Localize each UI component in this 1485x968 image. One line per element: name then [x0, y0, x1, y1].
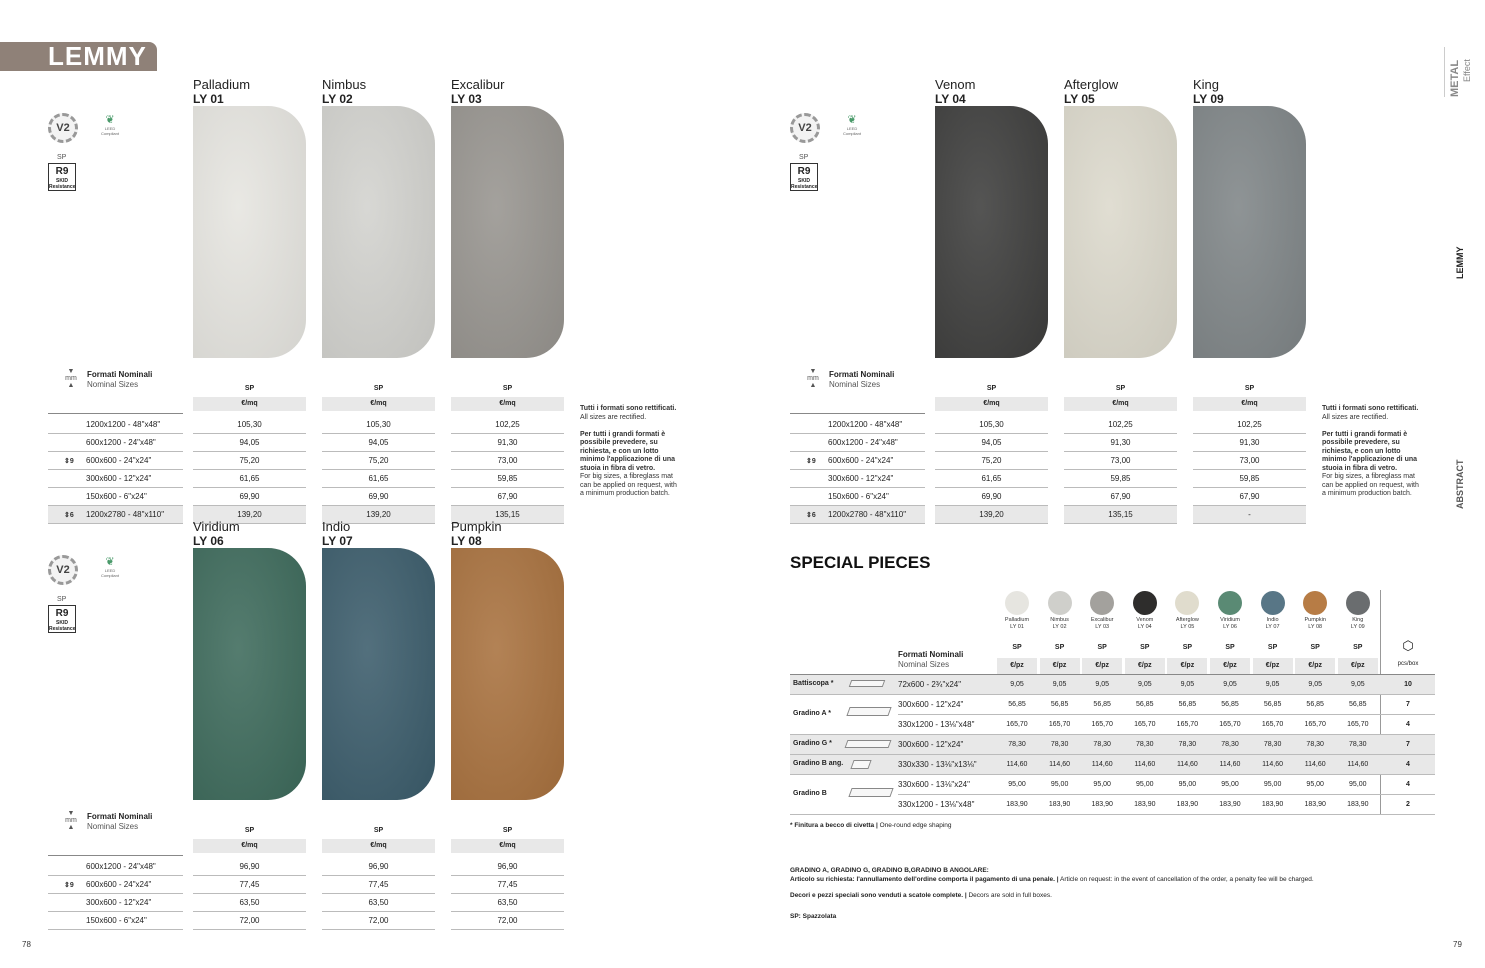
piece-size: 72x600 - 2¾"x24"	[898, 680, 962, 689]
piece-price: 78,30	[1093, 741, 1111, 748]
piece-price: 56,85	[1178, 701, 1197, 708]
size-label: 300x600 - 12"x24"	[86, 898, 152, 907]
piece-price: 114,60	[1049, 761, 1071, 768]
side-tab-abstract[interactable]: ABSTRACT	[1455, 459, 1465, 509]
formats-header: Formati Nominali Nominal Sizes	[898, 650, 964, 669]
size-label: 600x1200 - 24"x48"	[86, 862, 156, 871]
leed-icon: ❦ LEED Compliant	[100, 114, 119, 136]
color-dot	[1090, 591, 1114, 615]
piece-price: 56,85	[1349, 701, 1367, 708]
rectified-note: Tutti i formati sono rettificati. All sizes are rectified. Per tutti i grandi formati è possibile prevedere, su richiesta, e con un lotto minimo l'applicazione di una stuoia in fibra di vetro. For big sizes, a fibreglass mat can be applied on request, with a minimum production batch.	[580, 405, 677, 497]
color-dot	[1005, 591, 1029, 615]
size-label: 300x600 - 12"x24"	[86, 474, 152, 483]
price-cell: 96,90	[368, 862, 389, 871]
piece-price: 95,00	[1008, 781, 1026, 788]
v2-badge: V2	[48, 113, 78, 143]
side-tab-metal[interactable]: METAL	[1449, 59, 1461, 97]
price-cell: 94,05	[981, 438, 1002, 447]
piece-price: 78,30	[1050, 741, 1069, 748]
piece-price: 78,30	[1263, 741, 1282, 748]
col-sp: SP	[1310, 644, 1320, 651]
special-note-3: SP: Spazzolata	[790, 913, 837, 920]
leed-icon: ❦ LEED Compliant	[100, 556, 119, 578]
piece-price: 56,85	[1136, 701, 1154, 708]
col-sp: SP	[1097, 644, 1107, 651]
price-cell: 63,50	[239, 898, 260, 907]
color-dot	[1133, 591, 1157, 615]
piece-price: 114,60	[1262, 761, 1284, 768]
price-cell: 105,30	[237, 420, 262, 429]
piece-price: 95,00	[1349, 781, 1367, 788]
col-unit: €/pz	[1137, 662, 1152, 669]
price-cell: 77,45	[368, 880, 389, 889]
piece-price: 183,90	[1261, 801, 1284, 808]
row-divider	[790, 814, 1435, 815]
col-unit: €/pz	[1350, 662, 1365, 669]
page-number-right: 79	[1453, 940, 1462, 949]
box-icon: ⬡	[1402, 638, 1414, 653]
price-cell: 96,90	[239, 862, 260, 871]
col-unit: €/mq	[499, 400, 516, 407]
col-unit: €/pz	[1265, 662, 1280, 669]
mm-icon: ▼ mm ▲	[807, 368, 819, 389]
piece-price: 78,30	[1136, 741, 1154, 748]
sp-label: SP	[57, 596, 67, 603]
piece-size: 300x600 - 12"x24"	[898, 700, 964, 709]
price-cell: 69,90	[981, 492, 1002, 501]
piece-price: 78,30	[1349, 741, 1367, 748]
price-cell: 91,30	[1239, 438, 1260, 447]
price-cell: 102,25	[1237, 420, 1262, 429]
thickness-marker: ⇕6	[64, 512, 74, 519]
piece-price: 56,85	[1008, 701, 1026, 708]
pcs-divider	[1380, 590, 1381, 815]
price-cell: 61,65	[239, 474, 260, 483]
price-cell: 59,85	[1239, 474, 1260, 483]
col-unit: €/mq	[983, 400, 1000, 407]
piece-price: 9,05	[1010, 681, 1024, 688]
piece-price: 9,05	[1308, 681, 1322, 688]
row-divider	[790, 413, 925, 414]
size-label: 150x600 - 6"x24"	[828, 492, 889, 501]
col-unit: €/mq	[370, 400, 387, 407]
piece-price: 95,00	[1306, 781, 1324, 788]
piece-price: 114,60	[1006, 761, 1028, 768]
piece-price: 165,70	[1219, 721, 1241, 728]
piece-price: 95,00	[1136, 781, 1154, 788]
price-cell: 139,20	[366, 510, 391, 519]
piece-price: 9,05	[1095, 681, 1109, 688]
product-venom: Venom LY 04	[935, 78, 1048, 358]
price-cell: 63,50	[368, 898, 389, 907]
special-note-2: Decori e pezzi speciali sono venduti a scatole complete. | Decors are sold in full boxes.	[790, 892, 1052, 899]
col-sp: SP	[986, 385, 997, 392]
col-sp: SP	[244, 827, 255, 834]
price-cell: 67,90	[1110, 492, 1131, 501]
tile-swatch	[193, 548, 306, 800]
piece-price: 183,90	[1048, 801, 1071, 808]
pcs-value: 7	[1406, 701, 1410, 708]
col-sp: SP	[1054, 644, 1065, 651]
piece-price: 56,85	[1221, 701, 1239, 708]
piece-price: 95,00	[1050, 781, 1069, 788]
price-cell: 59,85	[497, 474, 518, 483]
price-cell: 91,30	[497, 438, 518, 447]
piece-price: 114,60	[1304, 761, 1326, 768]
size-label: 600x1200 - 24"x48"	[86, 438, 156, 447]
tile-swatch	[322, 548, 435, 800]
piece-price: 9,05	[1180, 681, 1195, 688]
piece-size: 330x330 - 13⅛"x13⅛"	[898, 760, 977, 769]
price-cell: 75,20	[239, 456, 260, 465]
row-divider	[48, 523, 183, 524]
piece-price: 78,30	[1221, 741, 1239, 748]
price-cell: 102,25	[1108, 420, 1133, 429]
col-sp: SP	[502, 385, 513, 392]
tile-swatch	[193, 106, 306, 358]
side-tab-lemmy[interactable]: LEMMY	[1455, 246, 1465, 279]
leed-icon: ❦ LEED Compliant	[842, 114, 861, 136]
col-sp: SP	[373, 385, 384, 392]
piece-price: 78,30	[1008, 741, 1026, 748]
special-footnote: * Finitura a becco di civetta | One-round edge shaping	[790, 822, 952, 829]
row-divider	[193, 929, 306, 930]
tile-swatch	[451, 106, 564, 358]
side-tab-divider	[1444, 47, 1445, 97]
row-divider	[48, 413, 183, 414]
piece-price: 165,70	[1261, 721, 1284, 728]
col-unit: €/pz	[1095, 662, 1109, 669]
price-cell: 69,90	[239, 492, 260, 501]
r9-skid-badge: R9 SKID Resistance	[48, 163, 76, 191]
col-sp: SP	[1244, 385, 1255, 392]
price-cell: 102,25	[495, 420, 520, 429]
color-label: Viridium LY 06	[1220, 617, 1240, 630]
price-cell: 91,30	[1110, 438, 1131, 447]
tile-swatch	[935, 106, 1048, 358]
color-label: Venom LY 04	[1136, 617, 1154, 630]
pcs-box-header: pcs/box	[1397, 661, 1419, 667]
piece-price: 165,70	[1176, 721, 1199, 728]
size-label: 600x600 - 24"x24"	[86, 880, 152, 889]
piece-price: 78,30	[1178, 741, 1197, 748]
row-divider	[48, 929, 183, 930]
size-label: 600x600 - 24"x24"	[828, 456, 894, 465]
price-cell: 135,15	[495, 510, 520, 519]
price-cell: 59,85	[1110, 474, 1131, 483]
col-sp: SP	[1012, 644, 1022, 651]
color-dot	[1048, 591, 1072, 615]
col-unit: €/pz	[1052, 662, 1067, 669]
col-unit: €/pz	[1223, 662, 1237, 669]
product-king: King LY 09	[1193, 78, 1306, 358]
size-label: 1200x1200 - 48"x48"	[828, 420, 903, 429]
piece-price: 165,70	[1006, 721, 1028, 728]
mm-icon: ▼ mm ▲	[65, 368, 77, 389]
price-cell: 72,00	[368, 916, 389, 925]
pcs-value: 4	[1406, 761, 1410, 768]
piece-price: 78,30	[1306, 741, 1324, 748]
piece-price: 165,70	[1048, 721, 1071, 728]
piece-label: Gradino G *	[793, 740, 832, 747]
price-cell: 94,05	[239, 438, 260, 447]
price-cell: 139,20	[237, 510, 262, 519]
price-cell: 75,20	[368, 456, 389, 465]
size-label: 1200x2780 - 48"x110"	[828, 510, 907, 519]
product-pumpkin: Pumpkin LY 08	[451, 520, 564, 800]
price-cell: 75,20	[981, 456, 1002, 465]
row-divider	[451, 929, 564, 930]
pcs-value: 4	[1406, 721, 1410, 728]
color-dot	[1346, 591, 1370, 615]
col-sp: SP	[1182, 644, 1193, 651]
col-unit: €/mq	[1241, 400, 1258, 407]
sp-label: SP	[57, 154, 67, 161]
piece-price: 183,90	[1006, 801, 1028, 808]
special-note-1: GRADINO A, GRADINO G, GRADINO B,GRADINO B ANGOLARE: Articolo su richiesta: l'annullamento dell'ordine comporta il pagamento di una penale. | Article on request: in the event of cancellation of the order, a penalty fee will be charged.	[790, 867, 1314, 883]
v2-badge: V2	[48, 555, 78, 585]
color-label: Afterglow LY 05	[1175, 617, 1199, 630]
price-cell: 139,20	[979, 510, 1004, 519]
size-label: 150x600 - 6"x24"	[86, 916, 147, 925]
thickness-marker: ⇕9	[64, 458, 74, 465]
price-cell: -	[1248, 510, 1251, 519]
piece-price: 56,85	[1093, 701, 1111, 708]
price-cell: 67,90	[497, 492, 518, 501]
size-label: 600x1200 - 24"x48"	[828, 438, 898, 447]
pcs-value: 2	[1406, 801, 1410, 808]
piece-price: 95,00	[1178, 781, 1197, 788]
piece-shape-icon	[845, 740, 892, 748]
piece-price: 165,70	[1134, 721, 1156, 728]
piece-price: 114,60	[1219, 761, 1241, 768]
thickness-marker: ⇕9	[64, 882, 74, 889]
piece-price: 95,00	[1263, 781, 1282, 788]
color-label: King LY 09	[1350, 617, 1365, 630]
piece-price: 183,90	[1091, 801, 1113, 808]
piece-price: 183,90	[1219, 801, 1241, 808]
piece-label: Gradino B ang.	[793, 760, 844, 767]
r9-skid-badge: R9 SKID Resistance	[790, 163, 818, 191]
price-cell: 67,90	[1239, 492, 1260, 501]
price-cell: 105,30	[979, 420, 1004, 429]
piece-price: 95,00	[1093, 781, 1111, 788]
row-divider	[790, 523, 925, 524]
piece-shape-icon	[846, 707, 891, 716]
color-label: Nimbus LY 02	[1050, 617, 1069, 630]
piece-shape-icon	[849, 680, 886, 687]
col-unit: €/pz	[1180, 662, 1195, 669]
v2-badge: V2	[790, 113, 820, 143]
col-sp: SP	[1140, 644, 1150, 651]
tile-swatch	[451, 548, 564, 800]
tile-swatch	[1064, 106, 1177, 358]
price-cell: 77,45	[239, 880, 260, 889]
price-cell: 61,65	[981, 474, 1002, 483]
piece-price: 9,05	[1350, 681, 1365, 688]
price-cell: 96,90	[497, 862, 518, 871]
col-sp: SP	[1353, 644, 1363, 651]
col-sp: SP	[1115, 385, 1126, 392]
pcs-value: 10	[1404, 681, 1412, 688]
price-cell: 94,05	[368, 438, 389, 447]
col-unit: €/mq	[370, 842, 387, 849]
piece-price: 114,60	[1134, 761, 1156, 768]
sp-label: SP	[799, 154, 809, 161]
rectified-note: Tutti i formati sono rettificati. All sizes are rectified. Per tutti i grandi formati è possibile prevedere, su richiesta, e con un lotto minimo l'applicazione di una stuoia in fibra di vetro. For big sizes, a fibreglass mat can be applied on request, with a minimum production batch.	[1322, 405, 1419, 497]
piece-size: 330x600 - 13⅛"x24"	[898, 780, 970, 789]
price-cell: 63,50	[497, 898, 518, 907]
piece-price: 56,85	[1050, 701, 1069, 708]
thickness-marker: ⇕6	[806, 512, 816, 519]
piece-price: 95,00	[1221, 781, 1239, 788]
product-palladium: Palladium LY 01	[193, 78, 306, 358]
color-dot	[1218, 591, 1242, 615]
piece-label: Gradino B	[793, 790, 827, 797]
piece-shape-icon	[850, 760, 871, 769]
row-divider	[322, 929, 435, 930]
tile-swatch	[322, 106, 435, 358]
col-sp: SP	[1225, 644, 1235, 651]
page-number-left: 78	[22, 940, 31, 949]
col-unit: €/mq	[241, 400, 258, 407]
piece-price: 165,70	[1091, 721, 1113, 728]
price-cell: 77,45	[497, 880, 518, 889]
row-divider	[48, 855, 183, 856]
piece-price: 165,70	[1304, 721, 1326, 728]
product-indio: Indio LY 07	[322, 520, 435, 800]
piece-size: 330x1200 - 13⅛"x48"	[898, 720, 975, 729]
product-nimbus: Nimbus LY 02	[322, 78, 435, 358]
thickness-marker: ⇕9	[806, 458, 816, 465]
piece-label: Battiscopa *	[793, 680, 834, 687]
color-label: Palladium LY 01	[1004, 617, 1030, 630]
piece-shape-icon	[848, 788, 893, 797]
price-cell: 105,30	[366, 420, 391, 429]
col-unit: €/mq	[1112, 400, 1129, 407]
row-divider	[1193, 523, 1306, 524]
color-label: Indio LY 07	[1265, 617, 1280, 630]
side-tab-effect[interactable]: Effect	[1462, 59, 1472, 82]
brand-title: LEMMY	[0, 42, 157, 71]
piece-price: 183,90	[1176, 801, 1199, 808]
piece-price: 114,60	[1347, 761, 1369, 768]
price-cell: 73,00	[1239, 456, 1260, 465]
pcs-value: 7	[1406, 741, 1410, 748]
col-unit: €/mq	[499, 842, 516, 849]
row-divider	[1064, 523, 1177, 524]
col-sp: SP	[1267, 644, 1278, 651]
col-unit: €/mq	[241, 842, 258, 849]
product-excalibur: Excalibur LY 03	[451, 78, 564, 358]
size-label: 150x600 - 6"x24"	[86, 492, 147, 501]
size-label: 1200x2780 - 48"x110"	[86, 510, 165, 519]
piece-price: 114,60	[1176, 761, 1198, 768]
piece-price: 9,05	[1137, 681, 1152, 688]
col-unit: €/pz	[1308, 662, 1322, 669]
piece-size: 330x1200 - 13⅛"x48"	[898, 800, 975, 809]
product-afterglow: Afterglow LY 05	[1064, 78, 1177, 358]
piece-price: 9,05	[1265, 681, 1280, 688]
price-cell: 72,00	[239, 916, 260, 925]
piece-size: 300x600 - 12"x24"	[898, 740, 964, 749]
r9-skid-badge: R9 SKID Resistance	[48, 605, 76, 633]
color-label: Excalibur LY 03	[1090, 617, 1114, 630]
piece-price: 9,05	[1052, 681, 1067, 688]
row-divider	[935, 523, 1048, 524]
price-cell: 135,15	[1108, 510, 1133, 519]
tile-swatch	[1193, 106, 1306, 358]
piece-price: 9,05	[1223, 681, 1237, 688]
price-cell: 73,00	[497, 456, 518, 465]
col-sp: SP	[502, 827, 513, 834]
size-label: 1200x1200 - 48"x48"	[86, 420, 161, 429]
mm-icon: ▼ mm ▲	[65, 810, 77, 831]
color-dot	[1175, 591, 1199, 615]
piece-price: 56,85	[1306, 701, 1324, 708]
formats-header: Formati Nominali Nominal Sizes	[87, 812, 153, 831]
col-sp: SP	[244, 385, 255, 392]
piece-label: Gradino A *	[793, 710, 831, 717]
price-cell: 61,65	[368, 474, 389, 483]
piece-price: 183,90	[1134, 801, 1156, 808]
col-sp: SP	[373, 827, 384, 834]
color-dot	[1261, 591, 1285, 615]
piece-price: 183,90	[1304, 801, 1326, 808]
price-cell: 69,90	[368, 492, 389, 501]
piece-price: 114,60	[1091, 761, 1113, 768]
special-pieces-title: SPECIAL PIECES	[790, 553, 931, 572]
piece-price: 183,90	[1347, 801, 1369, 808]
color-label: Pumpkin LY 08	[1304, 617, 1326, 630]
size-label: 300x600 - 12"x24"	[828, 474, 894, 483]
formats-header: Formati Nominali Nominal Sizes	[87, 370, 153, 389]
size-label: 600x600 - 24"x24"	[86, 456, 152, 465]
pcs-value: 4	[1406, 781, 1410, 788]
color-dot	[1303, 591, 1327, 615]
col-unit: €/pz	[1010, 662, 1024, 669]
price-cell: 72,00	[497, 916, 518, 925]
formats-header: Formati Nominali Nominal Sizes	[829, 370, 895, 389]
piece-price: 165,70	[1347, 721, 1369, 728]
price-cell: 73,00	[1110, 456, 1131, 465]
piece-price: 56,85	[1263, 701, 1282, 708]
product-viridium: Viridium LY 06	[193, 520, 306, 800]
